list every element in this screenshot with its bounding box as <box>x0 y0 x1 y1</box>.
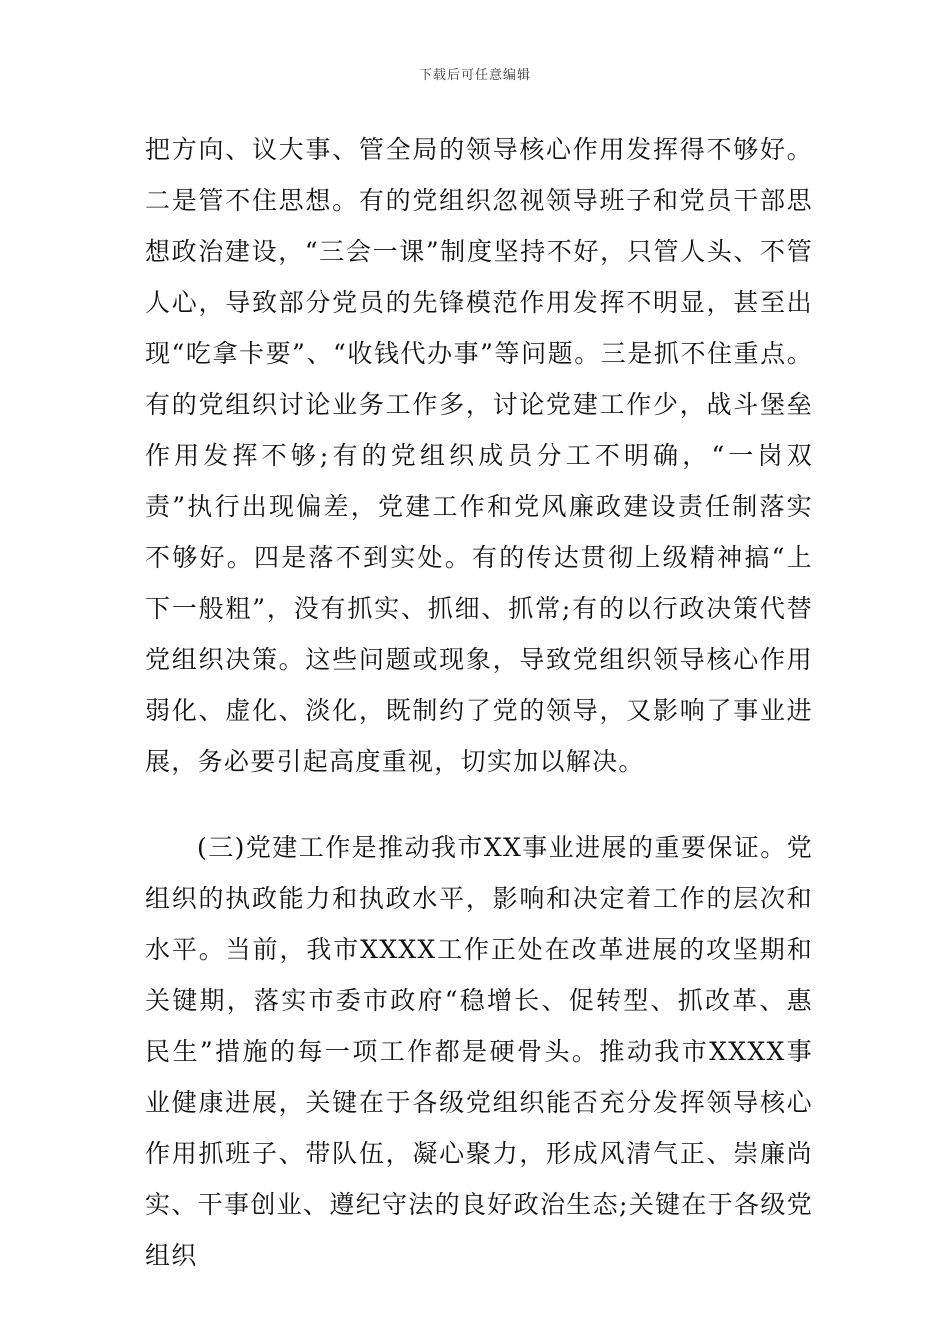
body-paragraph: 把方向、议大事、管全局的领导核心作用发挥得不够好。二是管不住思想。有的党组织忽视领导班子和党员干部思想政治建设，“三会一课”制度坚持不好，只管人头、不管人心，导致部分党员的先锋模范作用发挥不明显，甚至出现“吃拿卡要”、“收钱代办事”等问题。三是抓不住重点。有的党组织讨论业务工作多，讨论党建工作少，战斗堡垒作用发挥不够;有的党组织成员分工不明确，“一岗双责”执行出现偏差，党建工作和党风廉政建设责任制落实不够好。四是落不到实处。有的传达贯彻上级精神搞“上下一般粗”，没有抓实、抓细、抓常;有的以行政决策代替党组织决策。这些问题或现象，导致党组织领导核心作用弱化、虚化、淡化，既制约了党的领导，又影响了事业进展，务必要引起高度重视，切实加以解决。 <box>145 135 813 776</box>
page-header: 下载后可任意编辑 <box>418 68 531 83</box>
body-paragraph: (三)党建工作是推动我市XX事业进展的重要保证。党组织的执政能力和执政水平，影响和决定着工作的层次和水平。当前，我市XXXX工作正处在改革进展的攻坚期和关键期，落实市委市政府“稳增长、促转型、抓改革、惠民生”措施的每一项工作都是硬骨头。推动我市XXXX事业健康进展，关键在于各级党组织能否充分发挥领导核心作用抓班子、带队伍，凝心聚力，形成风清气正、崇廉尚实、干事创业、遵纪守法的良好政治生态;关键在于各级党组织 <box>145 833 813 1270</box>
